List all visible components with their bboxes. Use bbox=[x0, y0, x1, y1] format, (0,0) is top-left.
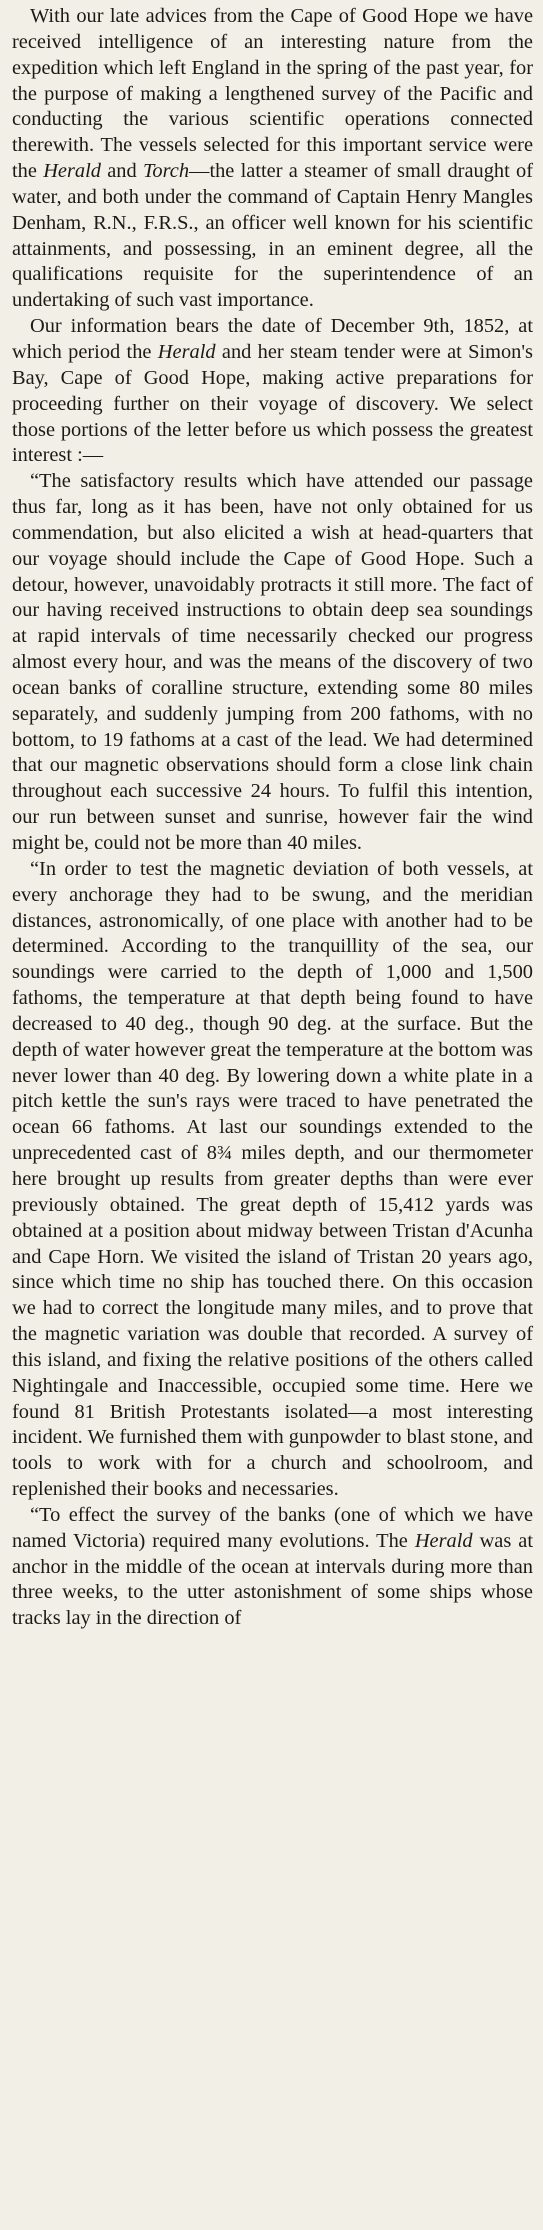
text-run: “The satisfactory results which have attended our passage thus far, long as it has been, have not only obtained for us commendation, but also elicited a wish at head-quarters that our voyage should include the Cape of Good Hope. Such a detour, however, unavoidably protracts it still more. The fact of our having received instructions to obtain deep sea soundings at rapid intervals of time necessarily checked our progress almost every hour, and was the means of the discovery of two ocean banks of coralline structure, extending some 80 miles separately, and suddenly jumping from 200 fathoms, with no bottom, to 19 fathoms at a cast of the lead. We had determined that our magnetic observations should form a close link chain throughout each successive 24 hours. To fulfil this intention, our run between sunset and sunrise, however fair the wind might be, could not be more than 40 miles. bbox=[12, 470, 533, 854]
article-paragraph bbox=[12, 1503, 533, 1632]
article-paragraph bbox=[12, 469, 533, 857]
italic-text-run: Herald bbox=[157, 340, 216, 363]
text-run: —the latter a steamer of small draught of water, and both under the command of Captain Henry Mangles Denham, R.N., F.R.S., an officer well known for his scientific attainments, and possessing, in an eminent degree, all the qualifications requisite for the superintendence of an undertaking of such vast importance. bbox=[12, 160, 533, 312]
article-paragraph bbox=[12, 4, 533, 314]
italic-text-run: Torch bbox=[142, 160, 190, 183]
text-run: and her steam tender were at Simon's Bay, Cape of Good Hope, making active preparations for proceeding further on their voyage of discovery. We select those portions of the letter before us which possess the greatest interest :— bbox=[12, 340, 533, 467]
italic-text-run: Herald bbox=[414, 1529, 473, 1552]
article-paragraph bbox=[12, 314, 533, 469]
text-run: was at anchor in the middle of the ocean at intervals during more than three weeks, to the utter astonishment of some ships whose tracks lay in the direction of bbox=[12, 1529, 533, 1630]
text-run: “In order to test the magnetic deviation of both vessels, at every anchorage they had to be swung, and the meridian distances, astronomically, of one place with another had to be determined. According to the tranquillity of the sea, our soundings were carried to the depth of 1,000 and 1,500 fathoms, the temperature at that depth being found to have decreased to 40 deg., though 90 deg. at the surface. But the depth of water however great the temperature at the bottom was never lower than 40 deg. By lowering down a white plate in a pitch kettle the sun's rays were traced to have penetrated the ocean 66 fathoms. At last our soundings extended to the unprecedented cast of 8¾ miles depth, and our thermometer here brought up results from greater depths than were ever previously obtained. The great depth of 15,412 yards was obtained at a position about midway between Tristan d'Acunha and Cape Horn. We visited the island of Tristan 20 years ago, since which time no ship has touched there. On this occasion we had to correct the longitude many miles, and to prove that the magnetic variation was double that recorded. A survey of this island, and fixing the relative positions of the others called Nightingale and Inaccessible, occupied some time. Here we found 81 British Protestants isolated—a most interesting incident. We furnished them with gunpowder to blast stone, and tools to work with for a church and schoolroom, and replenished their books and necessaries. bbox=[12, 857, 533, 1501]
text-run: With our late advices from the Cape of Good Hope we have received intelligence of an interesting nature from the expedition which left England in the spring of the past year, for the purpose of making a lengthened survey of the Pacific and conducting the various scientific operations connected therewith. The vessels selected for this important service were the bbox=[12, 5, 533, 183]
article-paragraph bbox=[12, 857, 533, 1503]
italic-text-run: Herald bbox=[43, 160, 101, 183]
text-run: Our information bears the date of December 9th, 1852, at which period the bbox=[12, 315, 533, 363]
text-run: “To effect the survey of the banks (one of which we have named Victoria) required many evolutions. The bbox=[12, 1503, 533, 1552]
text-run: and bbox=[100, 160, 143, 183]
